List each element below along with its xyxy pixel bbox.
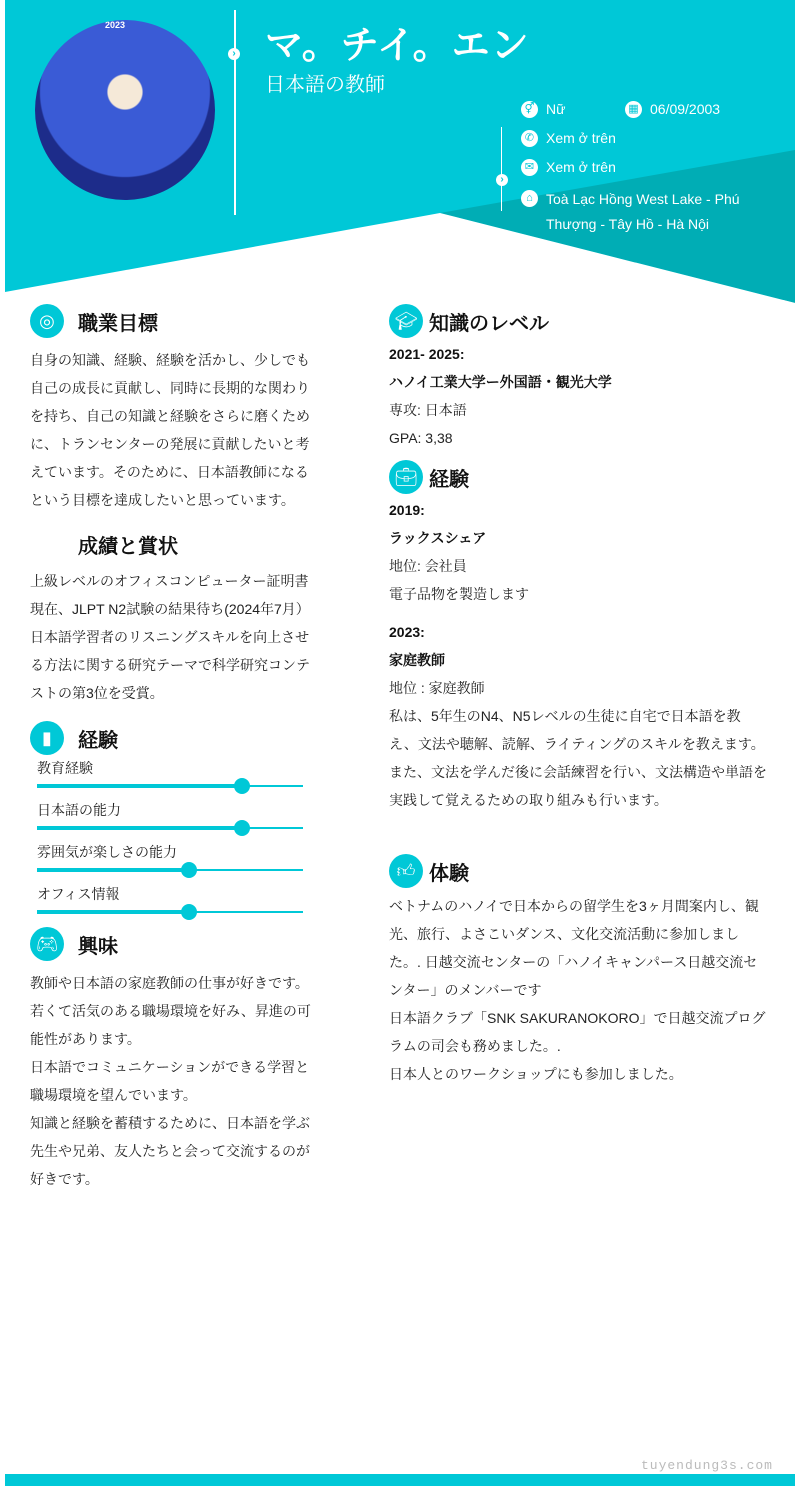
edu-period: 2021- 2025:: [389, 346, 465, 362]
candidate-name: マ。チイ。エン: [265, 25, 530, 67]
exp-desc: 電子品物を製造します: [389, 586, 529, 602]
target-icon: ◎: [30, 304, 64, 338]
section-title: 経験: [429, 468, 469, 491]
skill-item: [37, 799, 303, 829]
section-title: 知識のレベル: [429, 312, 549, 335]
exp-company: ラックスシェア: [389, 530, 487, 546]
chevron-right-icon: ›: [496, 174, 508, 186]
skill-fill: [37, 868, 189, 872]
skill-item: [37, 757, 303, 787]
divider: [501, 127, 502, 211]
activity-item: 日本語クラブ「SNK SAKURANOKORO」で日越交流プログラムの司会も務めました。.: [389, 1010, 766, 1054]
job-title: 日本語の教師: [265, 74, 385, 96]
edu-major: 専攻: 日本語: [389, 402, 467, 418]
activity-item: ベトナムのハノイで日本からの留学生を3ヶ月間案内し、観光、旅行、よさこいダンス、文化交流活動に参加しました。. 日越交流センターの「ハノイキャンパース日越交流センター」のメンバーです: [389, 898, 759, 998]
exp-position: 地位: 会社員: [389, 558, 467, 574]
section-title: 体験: [429, 862, 469, 885]
home-icon: ⌂: [521, 190, 538, 207]
exp-desc: 私は、5年生のN4、N5レベルの生徒に自宅で日本語を教え、文法や聴解、読解、ライティングのスキルを教えます。また、文法を学んだ後に会話練習を行い、文法構造や単語を実践して覚えるための取り組みも行います。: [389, 708, 767, 808]
interest-item: 日本語でコミュニケーションができる学習と職場環境を望んでいます。: [30, 1059, 310, 1103]
exp-position: 地位 : 家庭教師: [389, 680, 485, 696]
award-item: 日本語学習者のリスニングスキルを向上させる方法に関する研究テーマで科学研究コンテストの第3位を受賞。: [30, 629, 310, 701]
section-title: 職業目標: [78, 312, 158, 335]
objective-text: 自身の知識、経験、経験を活かし、少しでも自己の成長に貢献し、同時に長期的な関わりを持ち、自己の知識と経験をさらに磨くために、トランセンターの発展に貢献したいと考えています。そのために、日本語教師になるという目標を達成したいと思っています。: [30, 352, 310, 508]
skill-slider: [37, 827, 303, 829]
exp-year: 2023:: [389, 624, 425, 640]
skill-fill: [37, 826, 242, 830]
exp-year: 2019:: [389, 502, 425, 518]
award-item: 上級レベルのオフィスコンピューター証明書: [30, 573, 309, 589]
address: Toà Lạc Hồng West Lake - Phú Thượng - Tây Hồ - Hà Nội: [546, 191, 740, 232]
birthday: 06/09/2003: [650, 101, 721, 117]
skill-slider: [37, 911, 303, 913]
left-column: [30, 304, 315, 1193]
avatar: [35, 20, 215, 200]
skill-knob: [234, 778, 250, 794]
briefcase-icon: 💼︎: [389, 460, 423, 494]
skill-fill: [37, 784, 242, 788]
skill-label: オフィス情報: [37, 886, 120, 902]
skill-label: 雰囲気が楽しさの能力: [37, 844, 177, 860]
section-title: 成績と賞状: [78, 536, 178, 558]
section-title: 興味: [78, 935, 118, 958]
edu-school: ハノイ工業大学ー外国語・観光大学: [389, 374, 612, 390]
award-item: 現在、JLPT N2試験の結果待ち(2024年7月）: [30, 601, 310, 617]
email-icon: ✉: [521, 159, 538, 176]
interest-item: 知識と経験を蓄積するために、日本語を学ぶ先生や兄弟、友人たちと会って交流するのが好きです。: [30, 1115, 310, 1187]
gamepad-icon: 🎮︎: [30, 927, 64, 961]
bar-chart-icon: ▮: [30, 721, 64, 755]
chevron-right-icon: ›: [228, 48, 240, 60]
skill-slider: [37, 785, 303, 787]
phone-icon: ✆: [521, 130, 538, 147]
divider: [234, 10, 236, 215]
watermark: tuyendung3s.com: [640, 1458, 773, 1473]
exp-company: 家庭教師: [389, 652, 445, 668]
activity-item: 日本人とのワークショップにも参加しました。: [389, 1066, 683, 1082]
email: Xem ở trên: [546, 159, 616, 175]
calendar-icon: ▦: [625, 101, 642, 118]
section-title: 経験: [78, 729, 118, 752]
skill-label: 教育経験: [37, 760, 93, 776]
skill-fill: [37, 910, 189, 914]
phone: Xem ở trên: [546, 130, 616, 146]
interest-item: 教師や日本語の家庭教師の仕事が好きです。若くて活気のある職場環境を好み、昇進の可能性があります。: [30, 975, 311, 1047]
graduation-cap-icon: 🎓︎: [389, 304, 423, 338]
right-column: [389, 304, 769, 1088]
gender: Nữ: [546, 101, 566, 117]
skill-knob: [234, 820, 250, 836]
footer-bar: [5, 1474, 795, 1486]
skill-slider: [37, 869, 303, 871]
skill-label: 日本語の能力: [37, 802, 121, 818]
skill-item: [37, 883, 303, 913]
photo-caption: 2023: [105, 20, 126, 30]
thumbs-up-icon: 👍︎: [389, 854, 423, 888]
gender-icon: ⚥: [521, 101, 538, 118]
skill-knob: [181, 904, 197, 920]
skill-item: [37, 841, 303, 871]
edu-gpa: GPA: 3,38: [389, 430, 453, 446]
skill-knob: [181, 862, 197, 878]
